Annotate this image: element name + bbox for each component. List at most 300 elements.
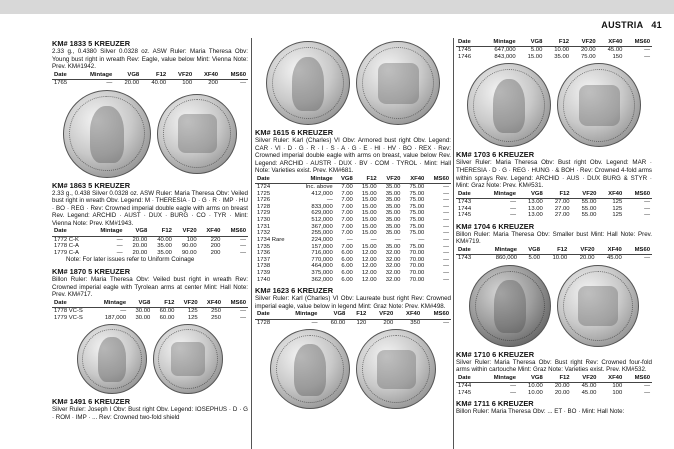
table-row: [456, 54, 652, 61]
table-cell: 200: [210, 243, 221, 250]
table-row: [456, 47, 652, 54]
table-cell: 35.00: [385, 230, 401, 237]
table-cell: 125: [187, 314, 198, 321]
table-row: [255, 197, 451, 204]
table-cell: —: [510, 205, 516, 212]
table-cell: 629,000: [311, 210, 333, 217]
table-cell: 7.00: [341, 243, 353, 250]
table-row: [52, 243, 248, 250]
entry-title: KM# 1703 6 KREUZER: [456, 150, 535, 160]
catalog-entry: [52, 397, 248, 421]
table-cell: 35.00: [385, 184, 401, 191]
table-cell: —: [644, 198, 650, 205]
column-header: Mintage: [481, 247, 519, 255]
table-cell: 1779 VC-S: [54, 314, 83, 321]
column-header: XF40: [596, 247, 623, 255]
table-cell: —: [443, 250, 449, 257]
table-row: [255, 184, 451, 191]
catalog-entry: [52, 39, 248, 87]
column-header: F12: [152, 300, 176, 308]
catalog-entry: [456, 222, 652, 262]
table-cell: 35.00: [385, 203, 401, 210]
entry-description: 2.33 g., 0.438 Silver 0.0328 oz. ASW Ruler: Maria Theresa Obv: Veiled bust right in wreath Obv. Legend: M · THERESIA · D · G · R · IMP · HU · BO · REG · Rev: Crowned imperial double eagle with arms on breast Rev. Legend: ARCHID · AUST · DUX · BURG · CO · TYR · Mint: Vienna Note: Prev. KM#1943.: [52, 189, 248, 227]
column-header: F12: [542, 247, 569, 255]
table-cell: 12.00: [361, 276, 377, 283]
mintage-table: [255, 176, 451, 283]
column-header: MS60: [222, 228, 248, 236]
table-cell: —: [644, 212, 650, 219]
entry-description: Silver Ruler: Maria Theresa Obv: Bust right Rev: Crowned four-fold arms within cartouche Mint: Graz Note: Varieties exist. Prev. KM#532.: [456, 358, 652, 374]
column-header: XF40: [395, 311, 422, 319]
table-cell: 40.00: [151, 79, 167, 86]
table-cell: 125: [187, 307, 198, 314]
table-row: [255, 230, 451, 237]
column-header: MS60: [624, 375, 652, 383]
table-cell: 833,000: [311, 203, 333, 210]
table-cell: —: [443, 243, 449, 250]
table-cell: 10.00: [552, 255, 568, 262]
page-header: [601, 20, 662, 31]
table-cell: —: [240, 314, 246, 321]
column-header: VG8: [518, 191, 545, 199]
table-cell: 120: [356, 319, 367, 326]
table-cell: 375,000: [311, 269, 333, 276]
table-row: [456, 255, 652, 262]
column-header: XF40: [598, 375, 624, 383]
table-cell: 200: [210, 249, 221, 256]
table-cell: 250: [211, 307, 221, 314]
table-cell: 30.00: [135, 314, 151, 321]
table-cell: 100: [612, 389, 623, 396]
table-cell: 1728: [257, 319, 271, 326]
column-header: XF40: [598, 39, 625, 47]
table-cell: 1746: [458, 53, 472, 60]
table-cell: —: [240, 79, 246, 86]
table-cell: 1745: [458, 389, 472, 396]
column-header: F12: [149, 228, 174, 236]
table-cell: 1726: [257, 197, 271, 204]
column-header: Date: [52, 300, 94, 308]
table-cell: 20.00: [132, 236, 148, 243]
table-cell: 15.00: [361, 243, 377, 250]
entry-description: Billon Ruler: Maria Theresa Obv: Veiled bust right in wreath Rev: Crowned imperial eagle with Tyrolean arms at center Mint: Hall Note: Prev. KM#717.: [52, 276, 248, 299]
table-cell: 843,000: [494, 53, 516, 60]
column-divider: [453, 38, 454, 449]
entry-description: Billon Ruler: Maria Theresa Obv: ... ET · BO · Mint: Hall Note:: [456, 408, 625, 416]
table-cell: 7.00: [341, 210, 353, 217]
table-cell: 15.00: [361, 223, 377, 230]
table-cell: 647,000: [494, 47, 516, 54]
table-cell: —: [443, 256, 449, 263]
table-cell: 350: [410, 319, 421, 326]
table-cell: 35.00: [157, 243, 172, 250]
entry-description: Silver Ruler: Maria Theresa Obv: Bust right Obv. Legend: MAR · THERESIA · D · G · REG · HUNG · & BOH · Rev: Crowned 4-fold arms within sprays Rev. Legend: ARCHID · AUS · DUX BURG & STYR · Mint: Graz Note: Prev. KM#531.: [456, 159, 652, 190]
table-cell: 70.00: [409, 269, 425, 276]
catalog-entry: [255, 128, 451, 283]
table-cell: —: [644, 255, 650, 262]
coin-reverse-image: [557, 63, 641, 147]
table-cell: 20.00: [580, 47, 596, 54]
table-cell: 20.00: [124, 79, 140, 86]
table-row: [52, 79, 248, 86]
column-header: VF20: [176, 300, 199, 308]
column-header: F12: [545, 191, 572, 199]
table-cell: 40.00: [157, 236, 172, 243]
mintage-table: [52, 228, 248, 256]
table-cell: 1731: [257, 223, 271, 230]
table-cell: 412,000: [311, 190, 333, 197]
table-cell: —: [240, 249, 246, 256]
table-cell: 15.00: [361, 230, 377, 237]
table-cell: 75.00: [409, 217, 425, 224]
table-cell: 1725: [257, 190, 271, 197]
table-cell: 100: [612, 383, 623, 390]
column-header: VG8: [128, 300, 152, 308]
table-cell: 20.00: [132, 249, 148, 256]
table-cell: 1739: [257, 269, 271, 276]
entry-title: KM# 1710 6 KREUZER: [456, 349, 535, 359]
table-cell: 1745: [458, 47, 472, 54]
table-cell: 75.00: [409, 184, 425, 191]
table-row: [255, 204, 451, 211]
column-header: XF40: [199, 228, 223, 236]
mintage-table: [52, 300, 248, 321]
table-cell: 1738: [257, 263, 271, 270]
table-cell: 32.00: [385, 256, 401, 263]
catalog-entry: [456, 399, 652, 416]
table-cell: 1743: [458, 198, 472, 205]
mintage-table: [456, 39, 652, 60]
table-row: [255, 277, 451, 284]
table-cell: 224,000: [311, 236, 333, 243]
table-cell: —: [120, 307, 127, 314]
table-cell: —: [240, 307, 246, 314]
table-cell: —: [443, 217, 449, 224]
table-cell: 220: [210, 236, 221, 243]
table-cell: 20.00: [132, 243, 148, 250]
column-header: Mintage: [480, 191, 518, 199]
column-header: Date: [52, 228, 90, 236]
column-header: Date: [255, 176, 295, 184]
table-cell: —: [644, 205, 650, 212]
column-header: VG8: [519, 247, 542, 255]
mintage-table: [456, 375, 652, 396]
column-header: XF40: [194, 72, 220, 80]
table-cell: 6.00: [341, 263, 353, 270]
column-header: F12: [545, 375, 572, 383]
table-cell: 70.00: [409, 263, 425, 270]
table-header-row: [255, 311, 451, 319]
catalog-entry: [456, 150, 652, 218]
table-cell: 32.00: [385, 263, 401, 270]
table-cell: —: [116, 236, 123, 243]
coin-obverse-image: [77, 324, 147, 394]
column-header: MS60: [624, 247, 652, 255]
table-row: [52, 315, 248, 322]
table-cell: —: [443, 210, 449, 217]
table-cell: 6.00: [341, 276, 353, 283]
table-cell: —: [116, 249, 123, 256]
table-cell: 60.00: [159, 314, 175, 321]
table-cell: —: [240, 236, 246, 243]
table-cell: —: [443, 184, 449, 191]
table-cell: 75.00: [409, 230, 425, 237]
table-cell: 157,000: [311, 243, 333, 250]
column-header: MS60: [426, 176, 451, 184]
table-row: [255, 217, 451, 224]
table-cell: 13.00: [528, 212, 543, 219]
table-cell: 70.00: [409, 276, 425, 283]
table-cell: 255,000: [311, 230, 333, 237]
column-header: VG8: [518, 39, 545, 47]
table-row: [255, 319, 451, 326]
table-cell: 1778 VC-S: [54, 307, 83, 314]
entry-description: Silver Ruler: Karl (Charles) VI Obv: Laureate bust right Rev: Crowned imperial eagle, value below in legend Mint: Graz Note: Prev. KM#498.: [255, 295, 451, 310]
column-header: XF40: [402, 176, 426, 184]
table-cell: 1728: [257, 203, 271, 210]
entry-title: KM# 1615 6 KREUZER: [255, 128, 334, 137]
column-header: Mintage: [90, 228, 125, 236]
entry-description: Billon Ruler: Maria Theresa Obv: Smaller bust Mint: Hall Note: Prev. KM#719.: [456, 230, 652, 246]
table-header-row: [255, 176, 451, 184]
column-header: VF20: [379, 176, 403, 184]
table-cell: 1729: [257, 210, 271, 217]
table-cell: 367,000: [311, 223, 333, 230]
table-cell: 1732: [257, 230, 271, 237]
mintage-table: [52, 72, 248, 87]
coin-reverse-image: [356, 329, 436, 409]
coin-images: [255, 329, 451, 409]
table-cell: 60.00: [159, 307, 175, 314]
table-row: [456, 383, 652, 390]
column-header: MS60: [220, 72, 248, 80]
table-cell: 200: [383, 319, 394, 326]
table-cell: 1740: [257, 276, 271, 283]
table-cell: —: [240, 243, 246, 250]
table-cell: 12.00: [361, 263, 377, 270]
catalog-column-1: [52, 38, 248, 424]
coin-images: [456, 63, 652, 147]
table-cell: 5.00: [530, 47, 543, 54]
table-cell: 32.00: [385, 250, 401, 257]
column-header: Date: [456, 39, 480, 47]
column-header: MS60: [624, 39, 652, 47]
entry-title: KM# 1711 6 KREUZER: [456, 399, 534, 409]
table-cell: 15.00: [527, 53, 543, 60]
table-cell: —: [106, 79, 113, 86]
table-cell: 125: [612, 205, 623, 212]
table-row: [52, 236, 248, 243]
table-cell: 1772 C-K: [54, 236, 79, 243]
table-cell: 15.00: [361, 197, 377, 204]
table-cell: 5.00: [528, 255, 540, 262]
column-header: Mintage: [77, 72, 115, 80]
table-cell: —: [394, 236, 401, 243]
table-cell: 1724: [257, 184, 271, 191]
table-cell: 770,000: [311, 256, 333, 263]
column-header: Mintage: [295, 176, 335, 184]
page-number: 41: [651, 20, 662, 30]
column-header: Mintage: [480, 39, 517, 47]
table-row: [255, 224, 451, 231]
table-cell: 150: [612, 53, 623, 60]
table-cell: 1744: [458, 205, 472, 212]
table-cell: 7.00: [341, 223, 353, 230]
table-cell: 7.00: [341, 184, 353, 191]
table-cell: 200: [208, 79, 219, 86]
table-cell: 35.00: [554, 53, 570, 60]
table-cell: 100: [186, 236, 197, 243]
table-cell: 35.00: [385, 243, 401, 250]
catalog-entry: [255, 286, 451, 326]
table-row: [255, 237, 451, 244]
table-row: [255, 263, 451, 270]
table-cell: —: [644, 47, 650, 54]
table-cell: 75.00: [580, 53, 596, 60]
coin-obverse-image: [469, 265, 551, 347]
coin-obverse-image: [467, 63, 551, 147]
table-cell: 35.00: [157, 249, 172, 256]
table-cell: 13.00: [528, 205, 543, 212]
table-cell: —: [418, 236, 425, 243]
table-row: [255, 191, 451, 198]
table-cell: 35.00: [385, 210, 401, 217]
table-cell: —: [443, 236, 449, 243]
entry-title: KM# 1833 5 KREUZER: [52, 39, 131, 48]
coin-obverse-image: [63, 90, 151, 178]
table-cell: 20.00: [579, 255, 595, 262]
table-cell: 1735: [257, 243, 271, 250]
column-header: Mintage: [480, 375, 518, 383]
table-cell: 75.00: [409, 210, 425, 217]
table-cell: 75.00: [409, 203, 425, 210]
coin-reverse-image: [153, 324, 223, 394]
table-cell: Inc. above: [305, 184, 333, 191]
table-cell: 20.00: [554, 389, 570, 396]
table-cell: 45.00: [581, 383, 597, 390]
table-cell: 13.00: [528, 198, 543, 205]
table-cell: 15.00: [361, 203, 377, 210]
table-row: [255, 244, 451, 251]
table-cell: 10.00: [528, 383, 543, 390]
table-cell: 1778 C-A: [54, 243, 79, 250]
table-row: [52, 250, 248, 257]
table-header-row: [456, 247, 652, 255]
country-heading: AUSTRIA: [601, 20, 644, 30]
table-cell: 55.00: [581, 198, 597, 205]
coin-images: [52, 90, 248, 178]
table-cell: —: [326, 197, 333, 204]
table-cell: 75.00: [409, 223, 425, 230]
table-header-row: [456, 39, 652, 47]
table-cell: —: [443, 319, 449, 326]
column-header: VG8: [114, 72, 141, 80]
entry-title: KM# 1870 5 KREUZER: [52, 266, 131, 276]
column-header: XF40: [598, 191, 624, 199]
column-header: F12: [544, 39, 571, 47]
table-header-row: [52, 228, 248, 236]
table-cell: 6.00: [341, 256, 353, 263]
table-cell: 30.00: [135, 307, 151, 314]
table-cell: —: [443, 203, 449, 210]
column-header: VG8: [518, 375, 545, 383]
table-row: [255, 250, 451, 257]
table-cell: 35.00: [385, 217, 401, 224]
table-cell: —: [443, 276, 449, 283]
column-header: VF20: [572, 375, 599, 383]
table-cell: 90.00: [181, 249, 197, 256]
table-cell: 27.00: [554, 198, 570, 205]
table-cell: 35.00: [385, 190, 401, 197]
column-header: Date: [456, 191, 480, 199]
column-header: Date: [255, 311, 280, 319]
table-cell: 7.00: [341, 230, 353, 237]
table-cell: —: [443, 230, 449, 237]
table-row: [456, 212, 652, 219]
table-cell: 125: [612, 212, 623, 219]
table-cell: —: [443, 223, 449, 230]
table-row: [52, 307, 248, 314]
table-cell: 20.00: [554, 383, 570, 390]
table-cell: 362,000: [311, 276, 333, 283]
table-cell: —: [644, 383, 650, 390]
catalog-entry: [52, 267, 248, 321]
table-cell: 12.00: [361, 256, 377, 263]
table-cell: 75.00: [409, 243, 425, 250]
column-header: F12: [355, 176, 379, 184]
coin-images: [52, 324, 248, 394]
table-cell: 60.00: [330, 319, 346, 326]
table-row: [456, 206, 652, 213]
table-header-row: [52, 300, 248, 308]
table-row: [255, 210, 451, 217]
table-cell: 7.00: [341, 217, 353, 224]
table-row: [255, 257, 451, 264]
entry-description: Silver Ruler: Joseph I Obv: Bust right Obv. Legend: IOSEPHUS · D · G · ROM · IMP · ... Rev: Crowned two-fold shield: [52, 406, 248, 421]
table-cell: —: [443, 269, 449, 276]
table-cell: 45.00: [606, 255, 622, 262]
entry-title: KM# 1863 5 KREUZER: [52, 180, 131, 190]
table-cell: 250: [211, 314, 221, 321]
column-header: Date: [456, 247, 481, 255]
table-cell: 27.00: [554, 212, 570, 219]
table-header-row: [456, 191, 652, 199]
column-header: Date: [52, 72, 77, 80]
table-cell: 464,000: [311, 263, 333, 270]
table-cell: 15.00: [361, 190, 377, 197]
entry-title: KM# 1623 6 KREUZER: [255, 286, 334, 296]
table-cell: 75.00: [409, 190, 425, 197]
column-header: MS60: [624, 191, 652, 199]
table-cell: 75.00: [409, 197, 425, 204]
table-row: [456, 198, 652, 205]
table-cell: —: [510, 212, 516, 219]
catalog-entry: [456, 350, 652, 397]
column-header: MS60: [223, 300, 248, 308]
coin-reverse-image: [356, 41, 440, 125]
column-header: F12: [141, 72, 168, 80]
table-cell: 7.00: [341, 190, 353, 197]
table-cell: 15.00: [361, 184, 377, 191]
entry-description: Silver Ruler: Karl (Charles) VI Obv: Armored bust right Obv. Legend: CAR · VI · D · G · R · I · S · A · G · E · HI · HV · BO · REX · Rev: Crowned imperial double eagle with arms on breast, value below Rev. Legend: ARCHID · AUSTR · DUX · BV · COM · TYROL · Mint: Hall Note: Varieties exist. Prev. KM#681.: [255, 137, 451, 175]
table-cell: —: [510, 389, 516, 396]
table-cell: 55.00: [581, 205, 597, 212]
table-header-row: [52, 72, 248, 80]
table-cell: —: [644, 389, 650, 396]
table-row: [456, 390, 652, 397]
table-cell: 15.00: [361, 210, 377, 217]
table-cell: 100: [182, 79, 193, 86]
